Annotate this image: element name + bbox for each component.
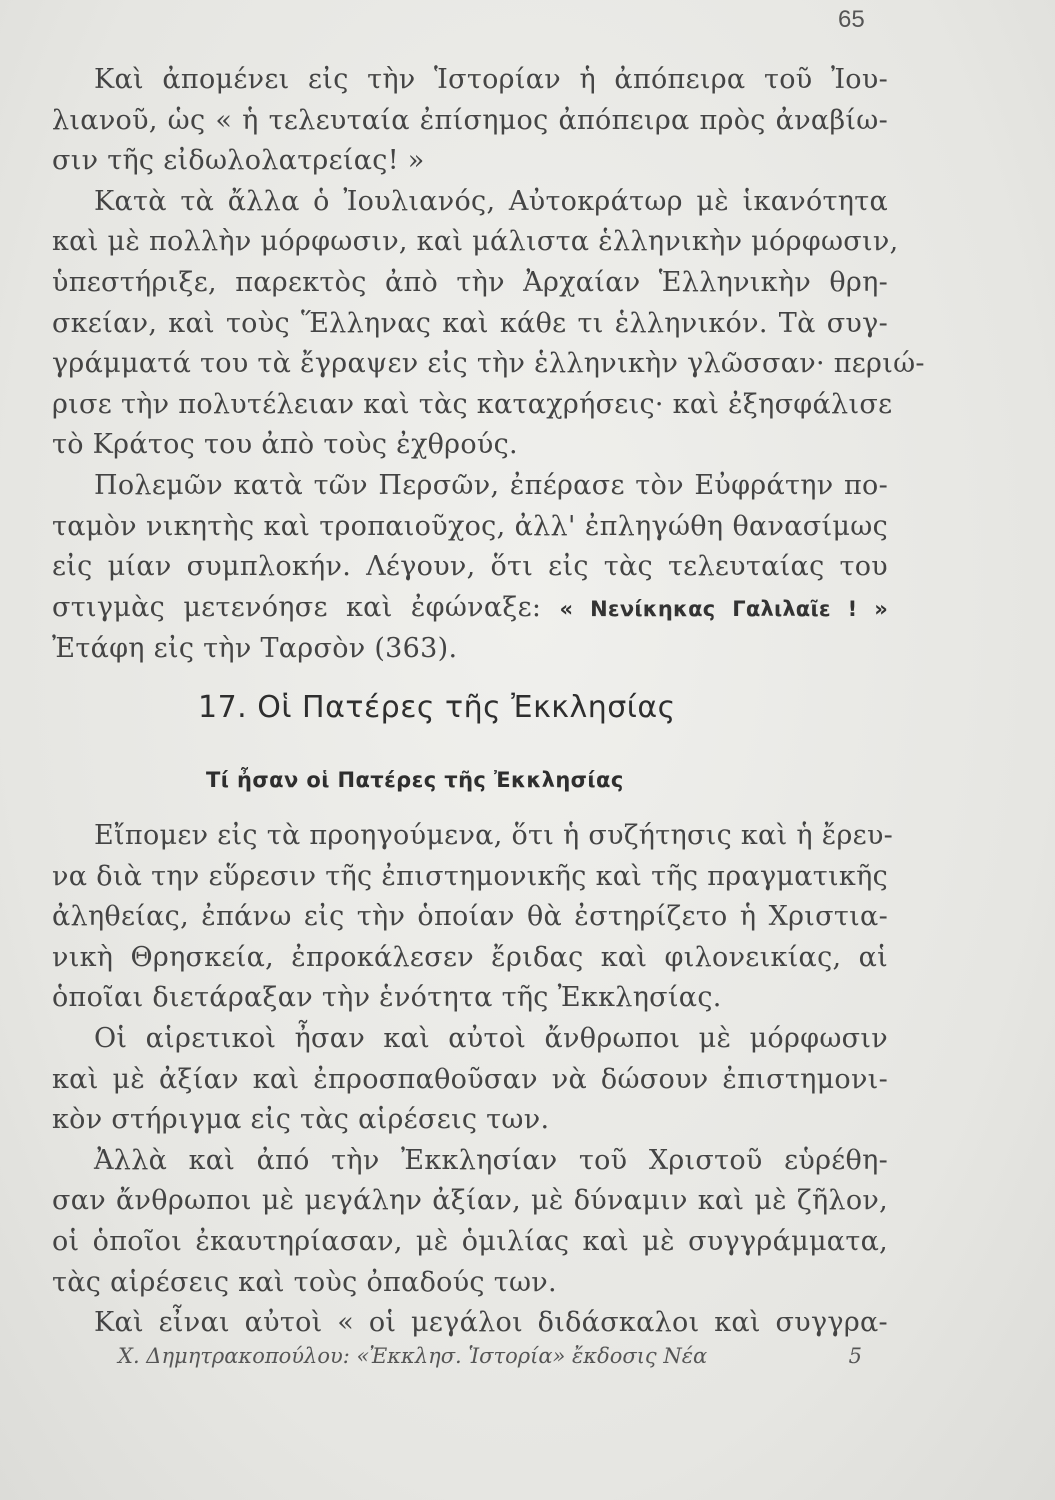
text-line: νικὴ Θρησκεία, ἐπροκάλεσεν ἔριδας καὶ φιλονεικίας, αἱ: [52, 941, 888, 973]
text-line: ταμὸν νικητὴς καὶ τροπαιοῦχος, ἀλλ' ἐπληγώθη θανασίμως: [52, 510, 888, 542]
footer-signature: [118, 1344, 862, 1368]
text-line: σκείαν, καὶ τοὺς Ἕλληνας καὶ κάθε τι ἑλληνικόν. Τὰ συγ-: [52, 307, 888, 339]
text-line: Κατὰ τὰ ἄλλα ὁ Ἰουλιανός, Αὐτοκράτωρ μὲ ἱκανότητα: [94, 185, 888, 217]
text-line-with-quote: [52, 588, 888, 630]
text-line: καὶ μὲ ἀξίαν καὶ ἐπροσπαθοῦσαν νὰ δώσουν ἐπιστημονι-: [52, 1063, 888, 1095]
text-line: ὁποῖαι διετάραξαν τὴν ἑνότητα τῆς Ἐκκλησίας.: [52, 982, 722, 1014]
text-line: καὶ μὲ πολλὴν μόρφωσιν, καὶ μάλιστα ἑλληνικὴν μόρφωσιν,: [52, 226, 899, 258]
text-line: οἱ ὁποῖοι ἐκαυτηρίασαν, μὲ ὁμιλίας καὶ μὲ συγγράμματα,: [52, 1225, 888, 1257]
text-line: κὸν στήριγμα εἰς τὰς αἱρέσεις των.: [52, 1104, 550, 1136]
text-line: ὑπεστήριξε, παρεκτὸς ἀπὸ τὴν Ἀρχαίαν Ἑλληνικὴν θρη-: [52, 266, 888, 298]
text-line: τὸ Κράτος του ἀπὸ τοὺς ἐχθρούς.: [52, 429, 518, 461]
text-line: Εἴπομεν εἰς τὰ προηγούμενα, ὅτι ἡ συζήτησις καὶ ἡ ἔρευ-: [94, 820, 894, 851]
footer-book-reference: Χ. Δημητρακοπούλου: «Ἐκκλησ. Ἱστορία» ἔκδοσις Νέα: [118, 1344, 708, 1368]
page-number: 65: [838, 6, 865, 33]
text-line: Οἱ αἱρετικοὶ ἦσαν καὶ αὐτοὶ ἄνθρωποι μὲ μόρφωσιν: [94, 1022, 888, 1054]
text-line: Ἀλλὰ καὶ ἀπό τὴν Ἐκκλησίαν τοῦ Χριστοῦ εὑρέθη-: [94, 1144, 888, 1176]
section-title: 17. Οἱ Πατέρες τῆς Ἐκκλησίας: [198, 690, 676, 725]
text-line: Ἐτάφη εἰς τὴν Ταρσὸν (363).: [52, 633, 458, 665]
text-line: Πολεμῶν κατὰ τῶν Περσῶν, ἐπέρασε τὸν Εὐφράτην πο-: [94, 469, 888, 501]
text-line: Καὶ ἀπομένει εἰς τὴν Ἱστορίαν ἡ ἀπόπειρα τοῦ Ἰου-: [94, 64, 888, 95]
text-line: να διὰ την εὕρεσιν τῆς ἐπιστημονικῆς καὶ τῆς πραγματικῆς: [52, 860, 888, 892]
text-line: εἰς μίαν συμπλοκήν. Λέγουν, ὅτι εἰς τὰς τελευταίας του: [52, 551, 888, 583]
footer-sheet-number: 5: [848, 1344, 862, 1368]
text-line: ἀληθείας, ἐπάνω εἰς τὴν ὁποίαν θὰ ἐστηρίζετο ἡ Χριστια-: [52, 901, 888, 933]
text-line: σαν ἄνθρωποι μὲ μεγάλην ἀξίαν, μὲ δύναμιν καὶ μὲ ζῆλον,: [52, 1185, 888, 1217]
text-line: λιανοῦ, ὡς « ἡ τελευταία ἐπίσημος ἀπόπειρα πρὸς ἀναβίω-: [52, 104, 888, 136]
text-line: ρισε τὴν πολυτέλειαν καὶ τὰς καταχρήσεις· καὶ ἐξησφάλισε: [52, 388, 893, 420]
text-block-upper: [52, 60, 925, 670]
text-line: γράμματά του τὰ ἔγραψεν εἰς τὴν ἑλληνικὴν γλῶσσαν· περιώ-: [52, 348, 925, 380]
subsection-title: Τί ἦσαν οἱ Πατέρες τῆς Ἐκκλησίας: [206, 768, 624, 792]
text-line: Καὶ εἶναι αὐτοὶ « οἱ μεγάλοι διδάσκαλοι καὶ συγγρα-: [94, 1307, 888, 1339]
text-block-lower: [52, 816, 894, 1344]
emphasized-quote: « Νενίκηκας Γαλιλαῖε ! »: [559, 596, 888, 621]
text-line-prefix: στιγμὰς μετενόησε καὶ ἐφώναξε:: [52, 591, 542, 623]
text-line: σιν τῆς εἰδωλολατρείας! »: [52, 145, 425, 177]
text-line: τὰς αἱρέσεις καὶ τοὺς ὀπαδούς των.: [52, 1266, 557, 1298]
